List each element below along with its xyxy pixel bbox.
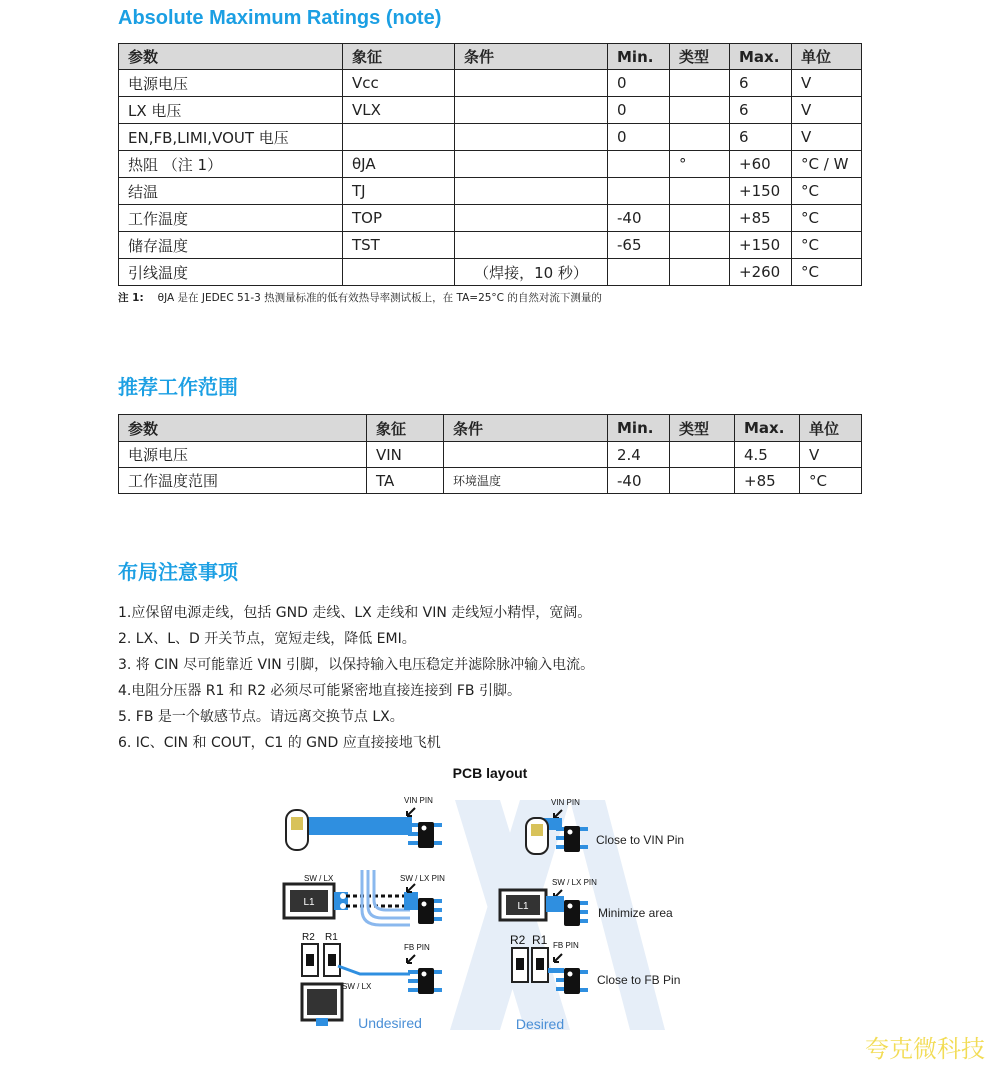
col-header-max: Max.: [735, 415, 800, 442]
cell-symbol: θJA: [343, 151, 455, 178]
cell-param: 电源电压: [119, 442, 367, 468]
arrow-icon: [407, 808, 415, 816]
layout-notes-list: [118, 600, 594, 756]
cell-symbol: TJ: [343, 178, 455, 205]
cell-param: 电源电压: [119, 70, 343, 97]
cell-unit: °C: [792, 232, 862, 259]
footnote-text: θJA 是在 JEDEC 51-3 热测量标准的低有效热导率测试板上，在 TA=25°C 的自然对流下测量的: [157, 292, 602, 304]
ic-chip: [418, 822, 434, 848]
cell-min: -40: [608, 205, 670, 232]
cell-max: +260: [730, 259, 792, 286]
label-l1: L1: [517, 901, 529, 912]
cell-symbol: VLX: [343, 97, 455, 124]
col-header-min: Min.: [608, 44, 670, 70]
cell-condition: [455, 151, 608, 178]
col-header-unit: 单位: [792, 44, 862, 70]
cell-condition: [455, 205, 608, 232]
label-r1: R1: [532, 933, 548, 947]
undesired-layout: [284, 796, 445, 1031]
label-r2: R2: [302, 932, 315, 943]
cell-param: 储存温度: [119, 232, 343, 259]
label-sw-lx-pin: SW / LX PIN: [400, 874, 445, 883]
col-header-condition: 条件: [444, 415, 608, 442]
recommended-range-table: [118, 414, 862, 494]
col-header-symbol: 象征: [367, 415, 444, 442]
col-header-min: Min.: [608, 415, 670, 442]
cell-condition: （焊接，10 秒）: [455, 259, 608, 286]
cell-param: 结温: [119, 178, 343, 205]
ic-chip: [564, 968, 580, 994]
col-header-param: 参数: [119, 415, 367, 442]
cell-type: [670, 468, 735, 494]
label-vin-pin: VIN PIN: [551, 798, 580, 807]
list-item: 4.电阻分压器 R1 和 R2 必须尽可能紧密地直接连接到 FB 引脚。: [118, 683, 521, 699]
cell-symbol: TST: [343, 232, 455, 259]
list-item: 1.应保留电源走线，包括 GND 走线、LX 走线和 VIN 走线短小精悍，宽阔。: [118, 605, 592, 621]
pcb-layout-diagram: [270, 760, 730, 1040]
table-header-row: [119, 44, 862, 70]
footnote-label: 注 1:: [118, 292, 144, 304]
cell-unit: V: [800, 442, 862, 468]
table-row: [119, 232, 862, 259]
cell-unit: °C: [792, 178, 862, 205]
label-r2: R2: [510, 933, 526, 947]
list-item: 5. FB 是一个敏感节点。请远离交换节点 LX。: [118, 709, 404, 725]
cell-unit: V: [792, 97, 862, 124]
ic-chip: [564, 826, 580, 852]
col-header-type: 类型: [670, 415, 735, 442]
pcb-title: PCB layout: [452, 765, 528, 781]
table-row: [119, 442, 862, 468]
col-header-type: 类型: [670, 44, 730, 70]
cell-min: [608, 259, 670, 286]
cell-max: +85: [730, 205, 792, 232]
ic-chip: [418, 898, 434, 924]
cell-max: 4.5: [735, 442, 800, 468]
table-row: [119, 178, 862, 205]
cell-max: +60: [730, 151, 792, 178]
cell-param: LX 电压: [119, 97, 343, 124]
label-close-to-fb: Close to FB Pin: [597, 973, 681, 987]
cell-type: [670, 442, 735, 468]
table-row: [119, 124, 862, 151]
cell-condition: [455, 178, 608, 205]
col-header-symbol: 象征: [343, 44, 455, 70]
cell-param: EN,FB,LIMI,VOUT 电压: [119, 124, 343, 151]
cell-symbol: TA: [367, 468, 444, 494]
cell-condition: 环境温度: [444, 468, 608, 494]
label-fb-pin: FB PIN: [553, 941, 579, 950]
cell-min: -40: [608, 468, 670, 494]
cell-min: -65: [608, 232, 670, 259]
col-header-condition: 条件: [455, 44, 608, 70]
cell-unit: °C: [800, 468, 862, 494]
cell-unit: V: [792, 124, 862, 151]
cell-type: [670, 232, 730, 259]
cell-symbol: Vcc: [343, 70, 455, 97]
label-desired: Desired: [515, 1016, 565, 1032]
section-title-absolute-max: Absolute Maximum Ratings (note): [118, 7, 442, 29]
cell-unit: °C: [792, 205, 862, 232]
list-item: 2. LX、L、D 开关节点，宽短走线，降低 EMI。: [118, 631, 416, 647]
cell-min: 0: [608, 124, 670, 151]
section-title-layout-notes: 布局注意事项: [118, 562, 238, 584]
label-l1: L1: [303, 897, 315, 908]
label-sw-lx: SW / LX: [304, 874, 334, 883]
cell-condition: [455, 232, 608, 259]
col-header-param: 参数: [119, 44, 343, 70]
cell-type: [670, 259, 730, 286]
label-sw-lx-pin: SW / LX PIN: [552, 878, 597, 887]
cell-symbol: TOP: [343, 205, 455, 232]
cell-min: [608, 178, 670, 205]
cell-param: 热阻 （注 1）: [119, 151, 343, 178]
label-close-to-vin: Close to VIN Pin: [596, 833, 685, 847]
cell-condition: [455, 124, 608, 151]
table-row: [119, 151, 862, 178]
vin-trace: [292, 817, 412, 835]
cell-min: [608, 151, 670, 178]
label-fb-pin: FB PIN: [404, 943, 430, 952]
cell-condition: [444, 442, 608, 468]
label-sw-lx-bottom: SW / LX: [342, 982, 372, 991]
brand-watermark: 夸克微科技: [865, 1035, 985, 1063]
section-title-recommended: 推荐工作范围: [118, 377, 238, 399]
cell-min: 0: [608, 70, 670, 97]
cell-symbol: [343, 124, 455, 151]
cell-param: 工作温度: [119, 205, 343, 232]
table-row: [119, 205, 862, 232]
cell-max: 6: [730, 97, 792, 124]
cell-max: +150: [730, 232, 792, 259]
table-row: [119, 468, 862, 494]
table-row: [119, 259, 862, 286]
cell-condition: [455, 70, 608, 97]
col-header-unit: 单位: [800, 415, 862, 442]
cell-max: +150: [730, 178, 792, 205]
cell-type: [670, 70, 730, 97]
cell-symbol: VIN: [367, 442, 444, 468]
cell-max: +85: [735, 468, 800, 494]
absolute-max-table: [118, 43, 862, 286]
cell-type: °: [670, 151, 730, 178]
label-undesired: Undesired: [358, 1015, 422, 1031]
cell-type: [670, 97, 730, 124]
cell-symbol: [343, 259, 455, 286]
table-row: [119, 97, 862, 124]
label-vin-pin: VIN PIN: [404, 796, 433, 805]
cell-unit: °C: [792, 259, 862, 286]
cell-type: [670, 178, 730, 205]
cell-max: 6: [730, 124, 792, 151]
ic-chip: [418, 968, 434, 994]
cell-unit: V: [792, 70, 862, 97]
table-header-row: [119, 415, 862, 442]
cell-param: 引线温度: [119, 259, 343, 286]
cell-max: 6: [730, 70, 792, 97]
list-item: 6. IC、CIN 和 COUT，C1 的 GND 应直接接地飞机: [118, 735, 441, 751]
cell-unit: °C / W: [792, 151, 862, 178]
cell-type: [670, 124, 730, 151]
cell-min: 2.4: [608, 442, 670, 468]
label-r1: R1: [325, 932, 338, 943]
table-row: [119, 70, 862, 97]
cell-condition: [455, 97, 608, 124]
table-footnote: [118, 290, 602, 305]
cell-param: 工作温度范围: [119, 468, 367, 494]
col-header-max: Max.: [730, 44, 792, 70]
cell-type: [670, 205, 730, 232]
ic-chip: [564, 900, 580, 926]
cell-min: 0: [608, 97, 670, 124]
list-item: 3. 将 CIN 尽可能靠近 VIN 引脚，以保持输入电压稳定并滤除脉冲输入电流。: [118, 657, 595, 673]
label-minimize-area: Minimize area: [598, 906, 673, 920]
